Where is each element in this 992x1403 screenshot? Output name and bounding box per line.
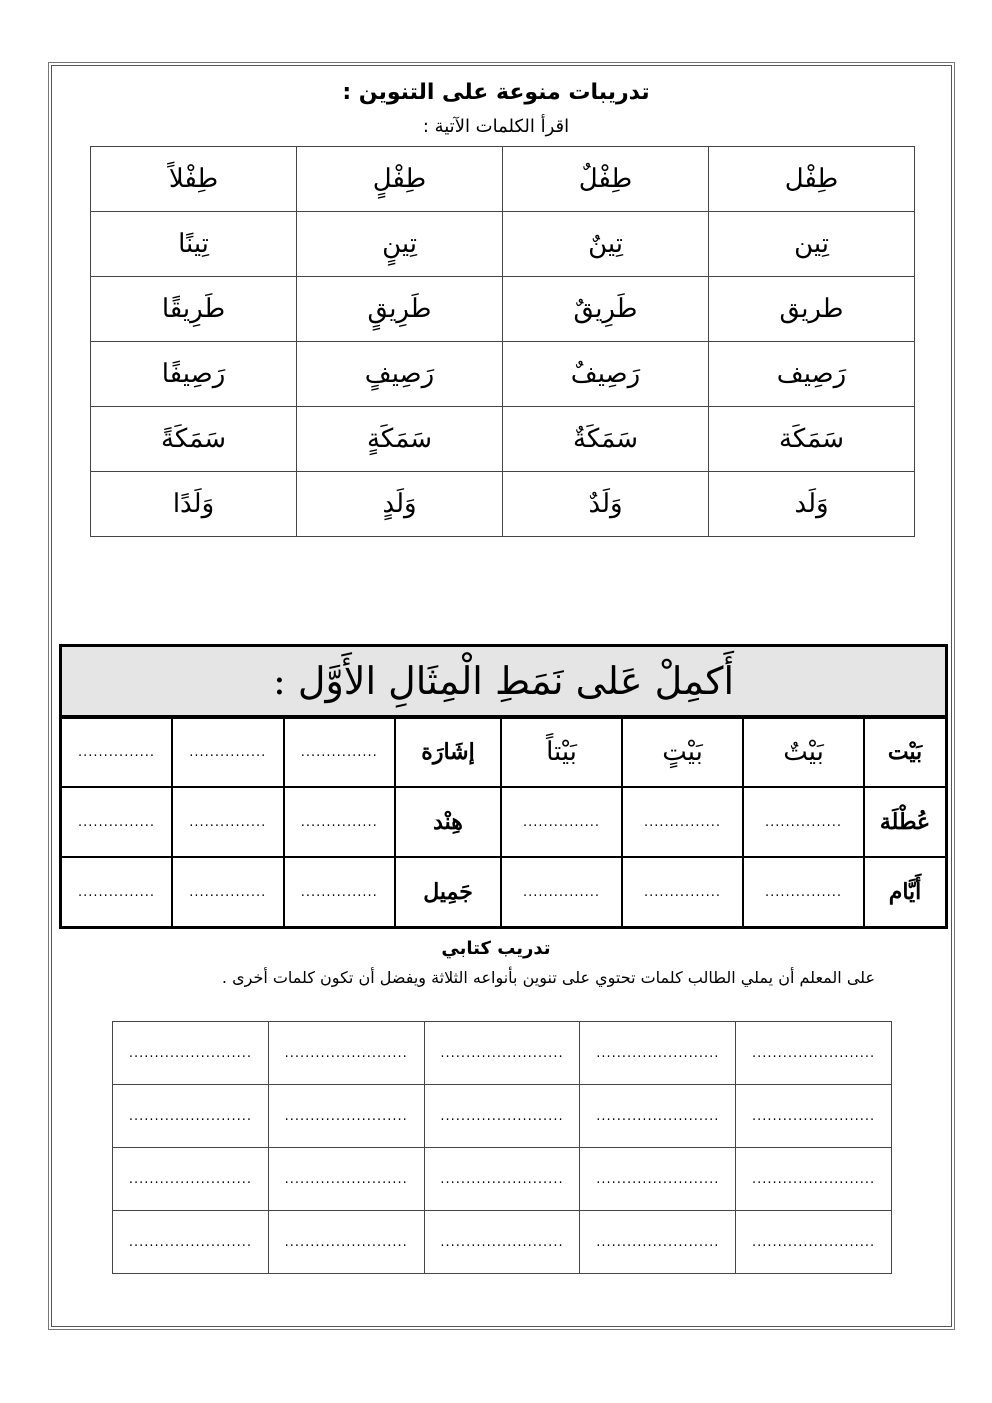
blank-cell[interactable]: ........................ — [113, 1022, 269, 1085]
blank-cell[interactable]: ........................ — [268, 1211, 424, 1274]
blank-cell[interactable]: ............... — [172, 717, 284, 788]
blank-cell[interactable]: ........................ — [424, 1148, 580, 1211]
table-row — [113, 1022, 892, 1085]
blank-cell[interactable]: ........................ — [736, 1085, 892, 1148]
blank-cell[interactable]: ............... — [501, 787, 622, 857]
word-cell: بَيْتٌ — [743, 717, 864, 788]
word-cell: طريق — [709, 277, 915, 342]
word-cell: رَصِيفٍ — [297, 342, 503, 407]
word-cell: تِين — [709, 212, 915, 277]
table-row — [113, 1211, 892, 1274]
blank-cell[interactable]: ............... — [61, 717, 173, 788]
word-cell: طَرِيقًا — [91, 277, 297, 342]
table-row — [91, 472, 915, 537]
blank-cell[interactable]: ........................ — [580, 1085, 736, 1148]
blank-cell[interactable]: ............... — [172, 787, 284, 857]
word-cell: أَيَّام — [864, 857, 947, 928]
word-cell: طِفْلٌ — [503, 147, 709, 212]
word-cell: وَلَد — [709, 472, 915, 537]
word-cell: بَيْتاً — [501, 717, 622, 788]
blank-cell[interactable]: ........................ — [113, 1148, 269, 1211]
section3-instruction: على المعلم أن يملي الطالب كلمات تحتوي على تنوين بأنواعه الثلاثة ويفضل أن تكون كلمات أخرى . — [221, 968, 875, 987]
blank-cell[interactable]: ............... — [743, 857, 864, 928]
blank-cell[interactable]: ............... — [61, 787, 173, 857]
table-row — [61, 717, 947, 788]
word-cell: طِفْلاً — [91, 147, 297, 212]
blank-cell[interactable]: ............... — [61, 857, 173, 928]
section2-title: أَكمِلْ عَلى نَمَطِ الْمِثَالِ الأَوَّل : — [59, 644, 948, 719]
section1-title: تدريبات منوعة على التنوين : — [342, 80, 650, 105]
word-cell: وَلَدٍ — [297, 472, 503, 537]
blank-cell[interactable]: ........................ — [580, 1211, 736, 1274]
word-cell: طِفْلٍ — [297, 147, 503, 212]
blank-cell[interactable]: ............... — [622, 857, 743, 928]
word-cell: رَصِيفًا — [91, 342, 297, 407]
blank-cell[interactable]: ........................ — [268, 1022, 424, 1085]
word-cell: بَيْت — [864, 717, 947, 788]
blank-cell[interactable]: ........................ — [424, 1022, 580, 1085]
blank-cell[interactable]: ........................ — [113, 1211, 269, 1274]
table-row — [91, 342, 915, 407]
table-row — [113, 1085, 892, 1148]
word-cell: طَرِيقٍ — [297, 277, 503, 342]
word-cell: إشَارَة — [395, 717, 501, 788]
word-cell: تِينًا — [91, 212, 297, 277]
blank-cell[interactable]: ............... — [284, 857, 396, 928]
blank-cell[interactable]: ............... — [501, 857, 622, 928]
word-cell: سَمَكَةٌ — [503, 407, 709, 472]
blank-cell[interactable]: ........................ — [736, 1148, 892, 1211]
pattern-completion-table — [59, 715, 948, 929]
word-cell: تِينٌ — [503, 212, 709, 277]
word-cell: وَلَدٌ — [503, 472, 709, 537]
word-cell: سَمَكَةً — [91, 407, 297, 472]
word-cell: هِنْد — [395, 787, 501, 857]
word-cell: طَرِيقٌ — [503, 277, 709, 342]
word-cell: وَلَدًا — [91, 472, 297, 537]
blank-cell[interactable]: ........................ — [580, 1022, 736, 1085]
table-row — [91, 407, 915, 472]
word-cell: عُطْلَة — [864, 787, 947, 857]
blank-cell[interactable]: ............... — [743, 787, 864, 857]
blank-cell[interactable]: ............... — [284, 787, 396, 857]
word-cell: رَصِيف — [709, 342, 915, 407]
writing-exercise-table — [112, 1021, 892, 1274]
word-cell: طِفْل — [709, 147, 915, 212]
word-cell: جَمِيل — [395, 857, 501, 928]
table-row — [113, 1148, 892, 1211]
tanween-words-table — [90, 146, 915, 537]
blank-cell[interactable]: ........................ — [113, 1085, 269, 1148]
word-cell: تِينٍ — [297, 212, 503, 277]
table-row — [91, 212, 915, 277]
blank-cell[interactable]: ........................ — [424, 1211, 580, 1274]
blank-cell[interactable]: ........................ — [268, 1148, 424, 1211]
blank-cell[interactable]: ............... — [284, 717, 396, 788]
blank-cell[interactable]: ........................ — [580, 1148, 736, 1211]
word-cell: سَمَكَةٍ — [297, 407, 503, 472]
word-cell: بَيْتٍ — [622, 717, 743, 788]
blank-cell[interactable]: ........................ — [268, 1085, 424, 1148]
word-cell: سَمَكَة — [709, 407, 915, 472]
blank-cell[interactable]: ........................ — [424, 1085, 580, 1148]
table-row — [91, 147, 915, 212]
blank-cell[interactable]: ............... — [622, 787, 743, 857]
word-cell: رَصِيفٌ — [503, 342, 709, 407]
blank-cell[interactable]: ........................ — [736, 1022, 892, 1085]
blank-cell[interactable]: ........................ — [736, 1211, 892, 1274]
blank-cell[interactable]: ............... — [172, 857, 284, 928]
section3-title: تدريب كتابي — [441, 938, 551, 959]
section1-instruction: اقرأ الكلمات الآتية : — [422, 116, 570, 137]
table-row — [61, 857, 947, 928]
table-row — [91, 277, 915, 342]
table-row — [61, 787, 947, 857]
